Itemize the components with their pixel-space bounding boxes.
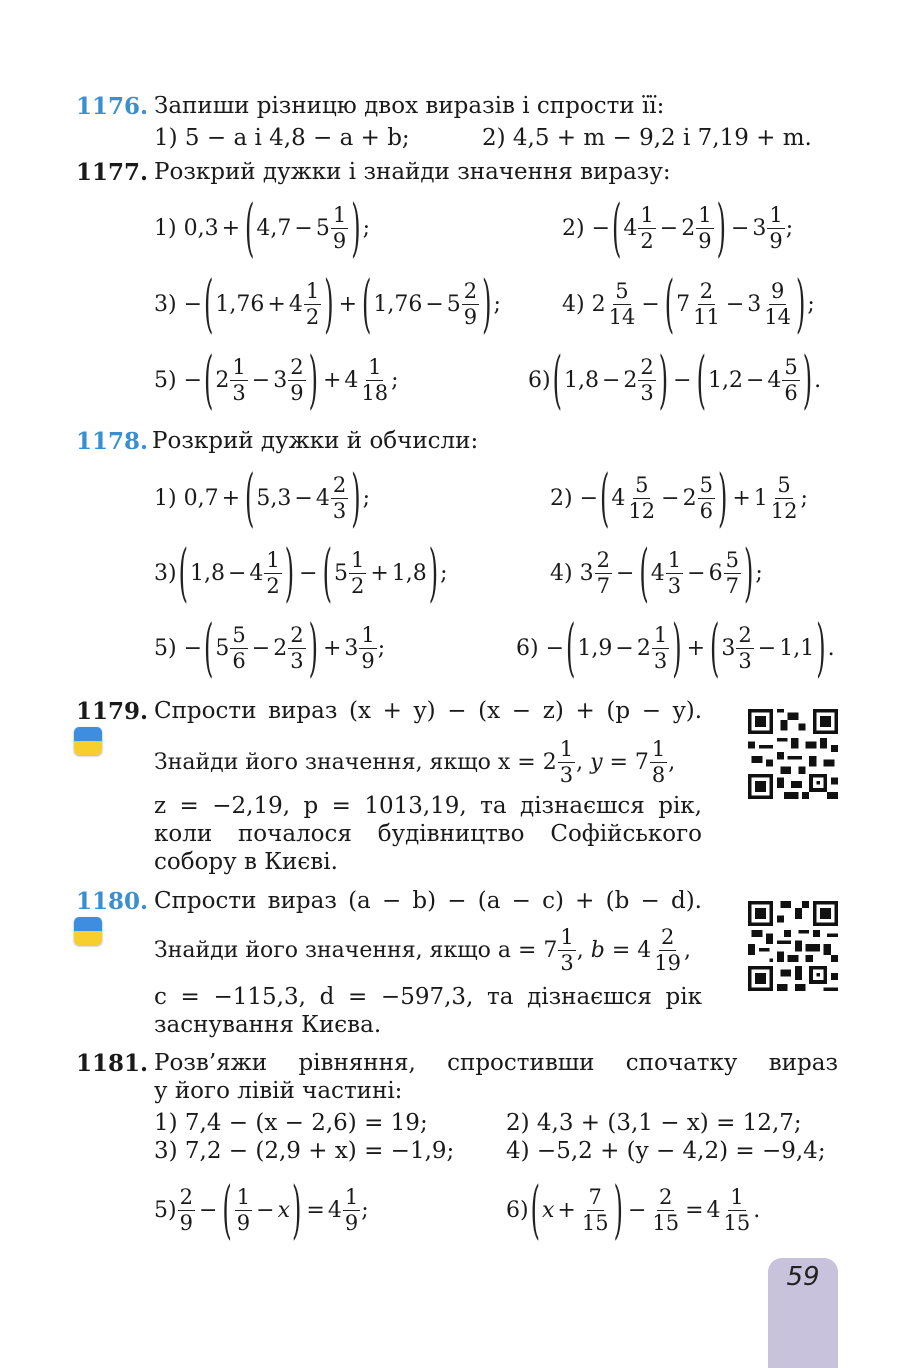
exercise-1181-eq4: 4) −5,2 + (y − 4,2) = −9,4;	[506, 1138, 826, 1164]
exercise-1178-title: Розкрий дужки й обчисли:	[152, 428, 479, 454]
qr-code-icon	[748, 709, 838, 799]
exercise-number-1180: 1180.	[76, 888, 149, 915]
exercise-1178-item-2: 2) − ( 4 $\frac{5}{12}$ − 2 $\frac{5}{6}$ ) + 1 $\frac{5}{12}$ ;	[550, 461, 808, 535]
exercise-1181-eq5: 5) $\frac{2}{9}$ − ( $\frac{1}{9}$ − x ) = 4 $\frac{1}{9}$ ;	[154, 1173, 369, 1247]
exercise-1177-item-4: 4) 2 $\frac{5}{14}$ − ( 7 $\frac{2}{11}$ − 3 $\frac{9}{14}$ ) ;	[562, 267, 815, 341]
exercise-1177-item-3: 3) − ( 1,76 + 4 $\frac{1}{2}$ ) + ( 1,76 − 5 $\frac{2}{9}$ ) ;	[154, 267, 501, 341]
exercise-1178-item-4: 4) 3 $\frac{2}{7}$ − ( 4 $\frac{1}{3}$ − 6 $\frac{5}{7}$ ) ;	[550, 536, 763, 610]
exercise-1176-part1: 1) 5 − a і 4,8 − a + b;	[154, 125, 410, 151]
exercise-number-1179: 1179.	[76, 698, 149, 725]
exercise-1176-part2: 2) 4,5 + m − 9,2 і 7,19 + m.	[482, 125, 812, 151]
exercise-1177-item-5: 5) − ( 2 $\frac{1}{3}$ − 3 $\frac{2}{9}$ ) + 4 $\frac{1}{18}$ ;	[154, 343, 399, 417]
page-number: 59	[786, 1262, 820, 1292]
ukraine-flag-icon	[74, 917, 102, 945]
exercise-1181-line1: Розв’яжи рівняння, спростивши спочатку вираз	[154, 1050, 838, 1076]
exercise-1177-item-1: 1) 0,3 + ( 4,7 − 5 $\frac{1}{9}$ ) ;	[154, 191, 370, 265]
exercise-1181-eq3: 3) 7,2 − (2,9 + x) = −1,9;	[154, 1138, 455, 1164]
exercise-1181-eq2: 2) 4,3 + (3,1 − x) = 12,7;	[506, 1110, 802, 1136]
exercise-1178-item-1: 1) 0,7 + ( 5,3 − 4 $\frac{2}{3}$ ) ;	[154, 461, 370, 535]
exercise-1179-line5: собору в Києві.	[154, 849, 338, 875]
exercise-1178-item-3: 3) ( 1,8 − 4 $\frac{1}{2}$ ) − ( 5 $\frac{1}{2}$ + 1,8 ) ;	[154, 536, 448, 610]
ukraine-flag-icon	[74, 727, 102, 755]
exercise-number-1176: 1176.	[76, 93, 149, 120]
exercise-1179-line1: Спрости вираз (x + y) − (x − z) + (p − y).	[154, 698, 702, 724]
exercise-number-1178: 1178.	[76, 428, 149, 455]
exercise-1178-item-5: 5) − ( 5 $\frac{5}{6}$ − 2 $\frac{2}{3}$ ) + 3 $\frac{1}{9}$ ;	[154, 611, 386, 685]
exercise-1181-line2: у його лівій частині:	[154, 1078, 403, 1104]
exercise-1178-item-6: 6) − ( 1,9 − 2 $\frac{1}{3}$ ) + ( 3 $\frac{2}{3}$ − 1,1 ) .	[516, 611, 835, 685]
exercise-1181-eq1: 1) 7,4 − (x − 2,6) = 19;	[154, 1110, 428, 1136]
exercise-1179-line2: Знайди його значення, якщо x = 2 $\frac{1}{3}$ , y = 7 $\frac{1}{8}$ ,	[154, 737, 676, 787]
exercise-1177-item-2: 2) − ( 4 $\frac{1}{2}$ − 2 $\frac{1}{9}$ ) − 3 $\frac{1}{9}$ ;	[562, 191, 794, 265]
exercise-1180-line4: заснування Києва.	[154, 1012, 382, 1038]
exercise-1179-line3: z = −2,19, p = 1013,19, та дізнаєшся рік,	[154, 793, 702, 819]
exercise-1176-text: Запиши різницю двох виразів і спрости її:	[154, 93, 665, 119]
exercise-number-1181: 1181.	[76, 1050, 149, 1077]
exercise-number-1177: 1177.	[76, 159, 149, 186]
exercise-1181-eq6: 6) ( x + $\frac{7}{15}$ ) − $\frac{2}{15}$ = 4 $\frac{1}{15}$ .	[506, 1173, 761, 1247]
exercise-1177-item-6: 6) ( 1,8 − 2 $\frac{2}{3}$ ) − ( 1,2 − 4 $\frac{5}{6}$ ) .	[528, 343, 822, 417]
exercise-1180-line2-text: Знайди його значення, якщо a = 7	[154, 937, 558, 963]
exercise-1180-line2: Знайди його значення, якщо a = 7 $\frac{1}{3}$ , b = 4 $\frac{2}{19}$ ,	[154, 925, 692, 975]
exercise-1180-line3: c = −115,3, d = −597,3, та дізнаєшся рік	[154, 984, 702, 1010]
exercise-1180-line1: Спрости вираз (a − b) − (a − c) + (b − d).	[154, 888, 702, 914]
exercise-1179-line4: коли почалося будівництво Софійського	[154, 821, 702, 847]
exercise-1179-line2-text: Знайди його значення, якщо x = 2	[154, 749, 557, 775]
exercise-1177-title: Розкрий дужки і знайди значення виразу:	[154, 159, 671, 185]
qr-code-icon	[748, 901, 838, 991]
